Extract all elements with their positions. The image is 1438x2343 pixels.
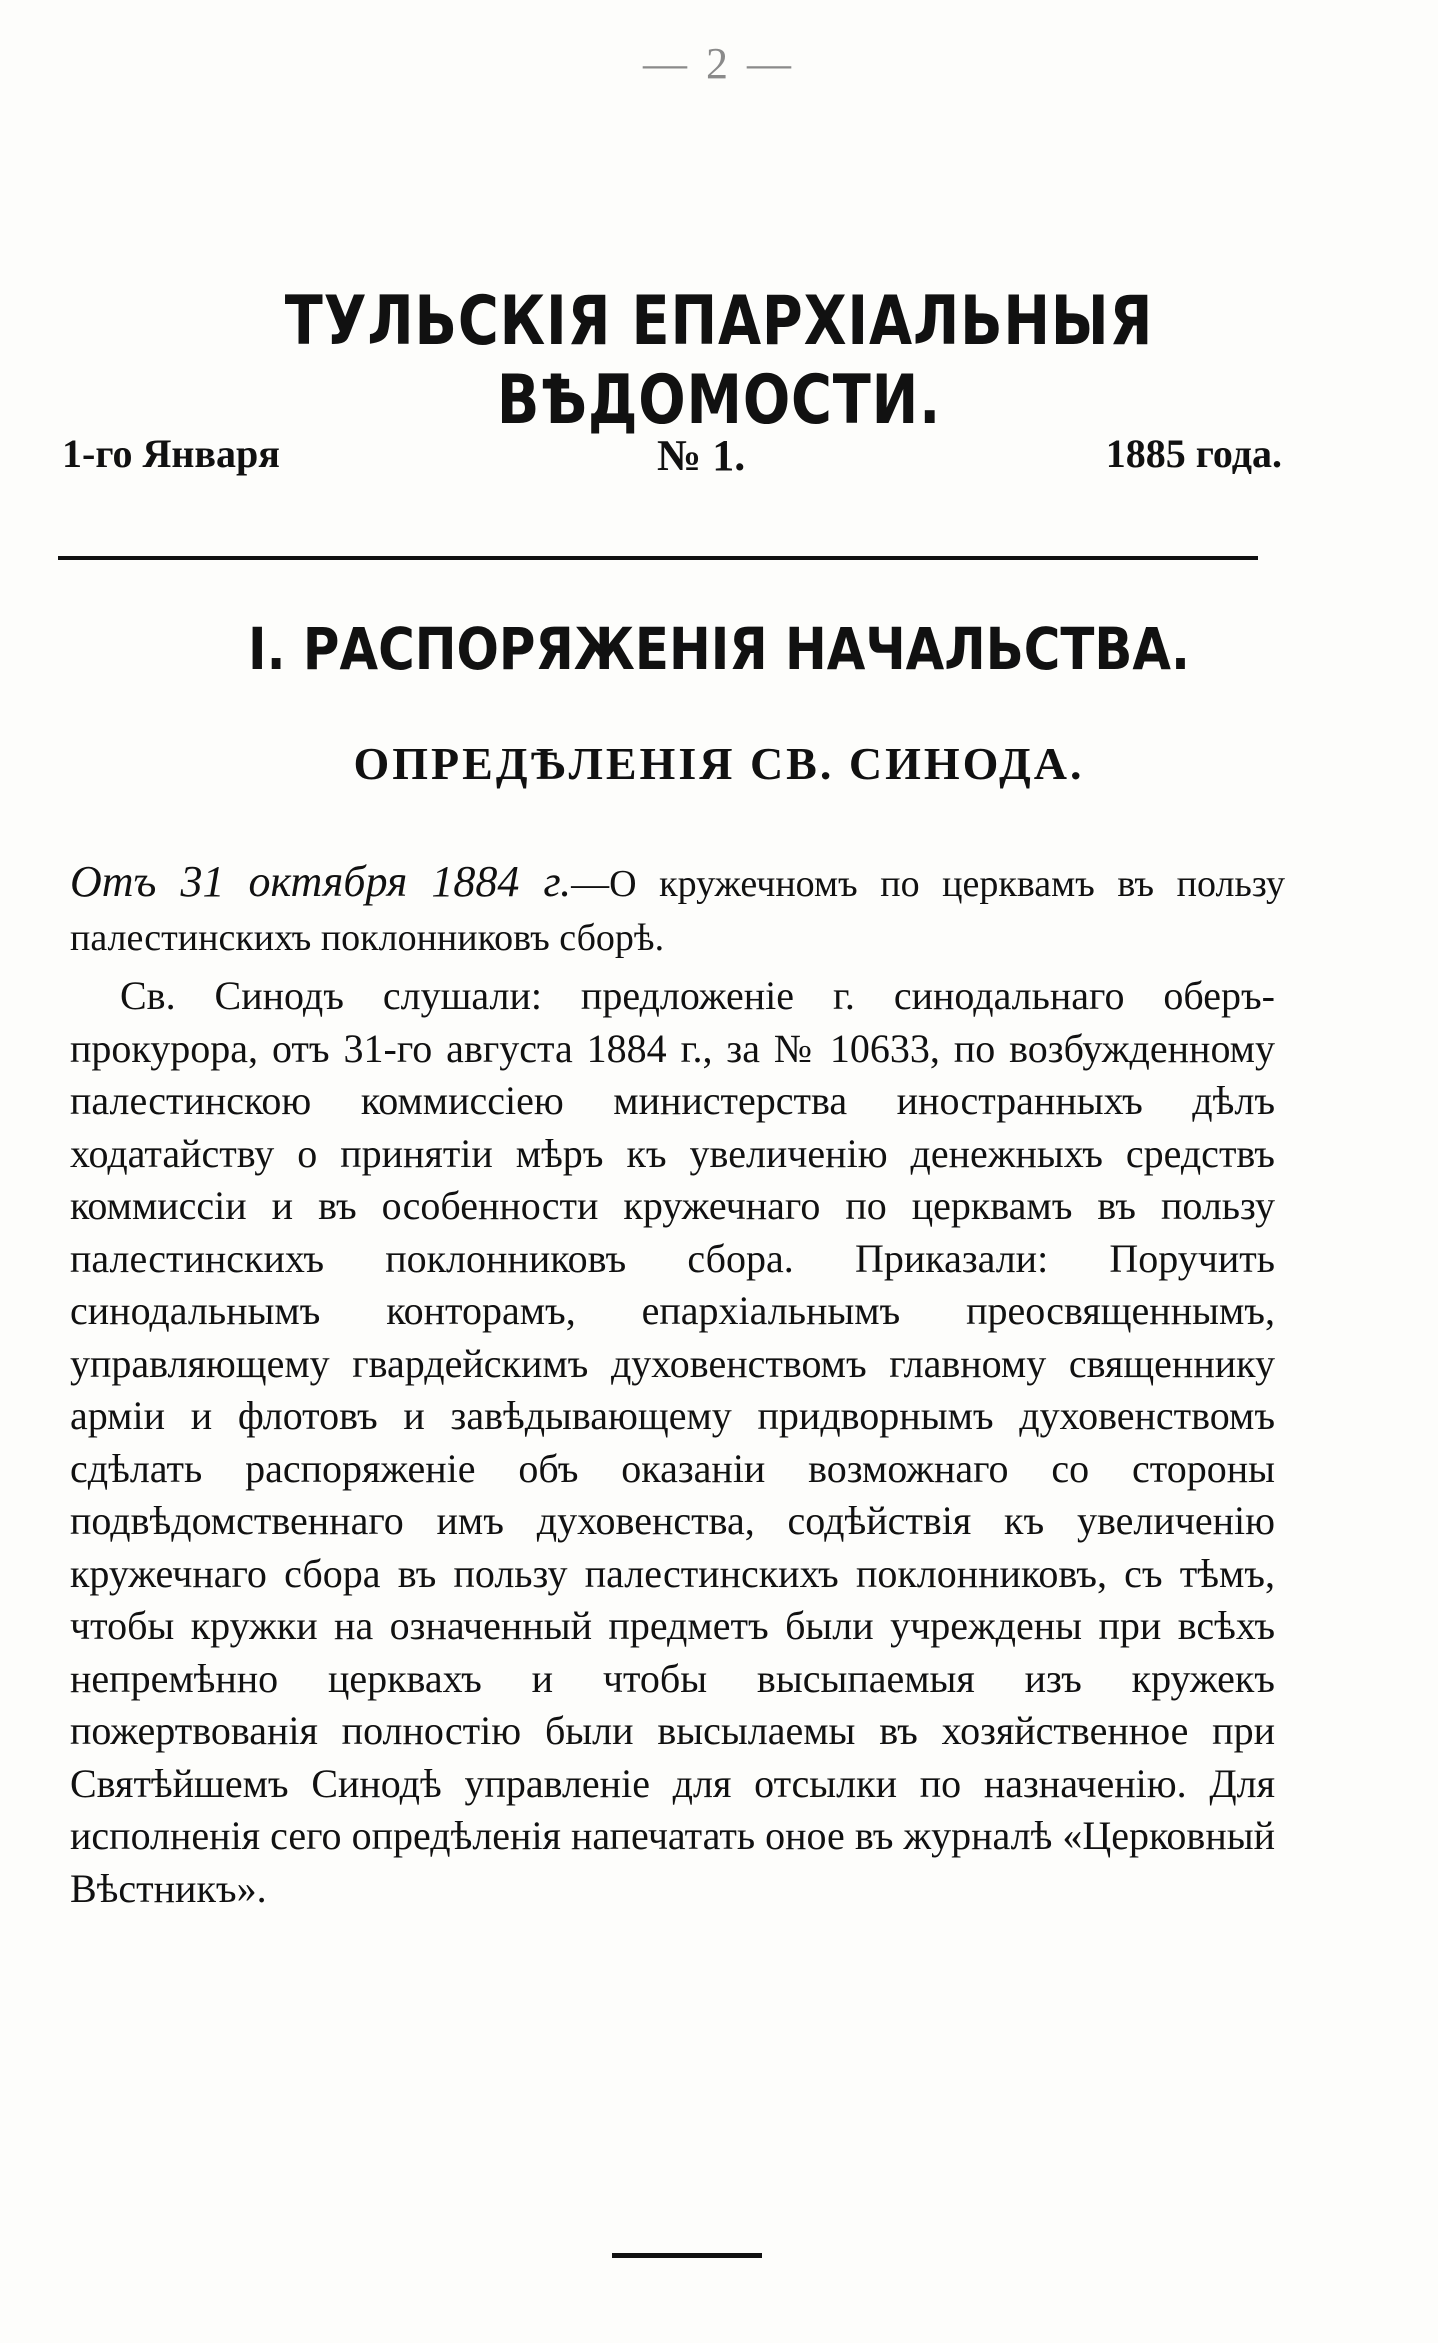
decree-date: Отъ 31 октября 1884 г.: [70, 857, 572, 906]
issue-year: 1885 года.: [1105, 431, 1282, 476]
journal-title: ТУЛЬСКІЯ ЕПАРХІАЛЬНЫЯ ВѢДОМОСТИ.: [284, 282, 1154, 440]
decree-body: Св. Синодъ слушали: предложеніе г. синодальнаго оберъ-прокурора, отъ 31-го августа 1884 г., за № 10633, по возбужденному палестинскою коммисcіею министерства иностранныхъ дѣлъ ходатайству о принятіи мѣръ къ увеличенію денежныхъ средствъ коммиссіи и въ особенности кружечнаго по церквамъ въ пользу палестинскихъ поклонниковъ сбора. Приказали: Поручить синодальнымъ конторамъ, епархіальнымъ преосвященнымъ, управляющему гвардейскимъ духовенствомъ главному священнику арміи и флотовъ и завѣдывающему придворнымъ духовенствомъ сдѣлать распоряженіе объ оказаніи возможнаго со стороны подвѣдомственнаго имъ духовенства, содѣйствія къ увеличенію кружечнаго сбора въ пользу палестинскихъ поклонниковъ, съ тѣмъ, чтобы кружки на означенный предметъ были учреждены при всѣхъ непремѣнно церквахъ и чтобы высыпаемыя изъ кружекъ пожертвованія полностію были высылаемы въ хозяйственное при Святѣйшемъ Синодѣ управленіе для отсылки по назначенію. Для исполненія сего опредѣленія напечатать оное въ журналѣ «Церковный Вѣстникъ».: [70, 973, 1275, 1911]
decree-title: —О кружечномъ по церквамъ въ пользу палестинскихъ поклонниковъ сборѣ.: [70, 863, 1285, 959]
issue-date: 1-го Января: [62, 431, 280, 476]
section-subheading: ОПРЕДѢЛЕНІЯ СВ. СИНОДА.: [353, 738, 1085, 789]
closing-rule: [612, 2253, 762, 2258]
header-divider: [58, 556, 1258, 560]
page-number: — 2 —: [643, 39, 795, 88]
decree-header: [70, 855, 1285, 965]
issue-number: № 1.: [657, 431, 746, 480]
section-heading: I. РАСПОРЯЖЕНІЯ НАЧАЛЬСТВА.: [248, 615, 1190, 683]
